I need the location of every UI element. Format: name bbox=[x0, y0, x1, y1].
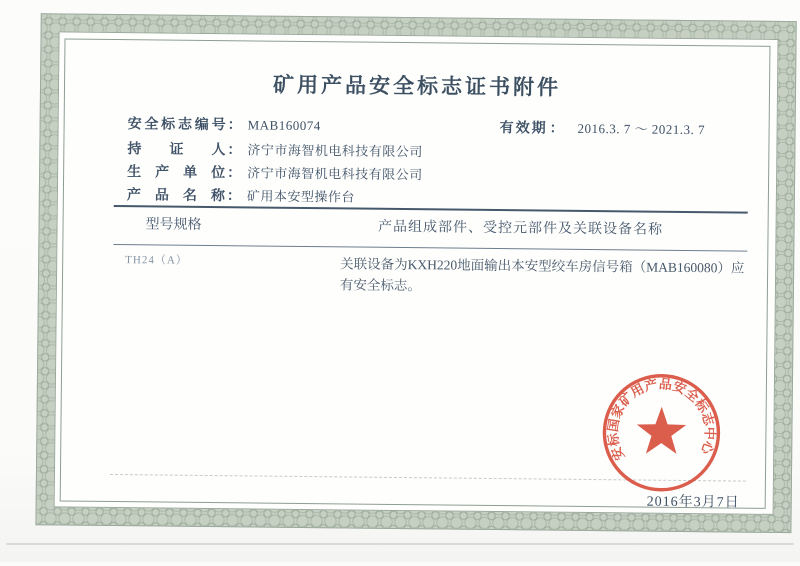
mark-number-value: MAB160074 bbox=[247, 117, 321, 134]
field-row-manufacturer bbox=[127, 161, 423, 184]
model-value: TH24（A） bbox=[125, 254, 188, 267]
colon: ： bbox=[226, 189, 241, 205]
paper-bottom-edge-shadow bbox=[6, 543, 794, 545]
stamp-circular-text: 安标国家矿用产品安全标志中心 bbox=[605, 376, 718, 463]
model-spec-header: 型号规格 bbox=[145, 217, 202, 233]
field-row-mark-number bbox=[128, 113, 321, 135]
table-header-rule bbox=[113, 244, 747, 252]
components-description: 关联设备为KXH220地面输出本安型绞车房信号箱（MAB160080）应有安全标志。 bbox=[339, 256, 745, 294]
mark-number-label: 安全标志编号 bbox=[127, 117, 226, 134]
colon: ： bbox=[227, 143, 242, 159]
table-top-rule bbox=[114, 205, 748, 214]
manufacturer-label: 生产单位 bbox=[127, 165, 226, 182]
certificate-title: 矿用产品安全标志证书附件 bbox=[272, 72, 562, 100]
validity-value: 2016.3. 7 ～ 2021.3. 7 bbox=[577, 120, 706, 138]
colon: ： bbox=[549, 121, 564, 137]
holder-label: 持证人 bbox=[127, 142, 226, 159]
table-header-row bbox=[113, 213, 747, 240]
holder-value: 济宁市海智机电科技有限公司 bbox=[247, 142, 423, 160]
stamp-star bbox=[637, 406, 687, 454]
colon: ： bbox=[227, 166, 242, 182]
manufacturer-value: 济宁市海智机电科技有限公司 bbox=[247, 165, 423, 183]
product-label: 产品名称 bbox=[126, 188, 225, 205]
colon: ： bbox=[227, 118, 242, 134]
field-row-product bbox=[127, 184, 355, 206]
official-stamp bbox=[581, 370, 742, 502]
product-value: 矿用本安型操作台 bbox=[246, 188, 355, 205]
field-row-validity bbox=[500, 117, 706, 139]
table-row bbox=[113, 251, 747, 300]
certificate-content bbox=[60, 38, 771, 511]
field-row-holder bbox=[127, 138, 423, 161]
components-header: 产品组成部件、受控元部件及关联设备名称 bbox=[377, 219, 664, 238]
validity-label: 有效期 bbox=[499, 121, 548, 137]
issue-date: 2016年3月7日 bbox=[646, 494, 740, 511]
